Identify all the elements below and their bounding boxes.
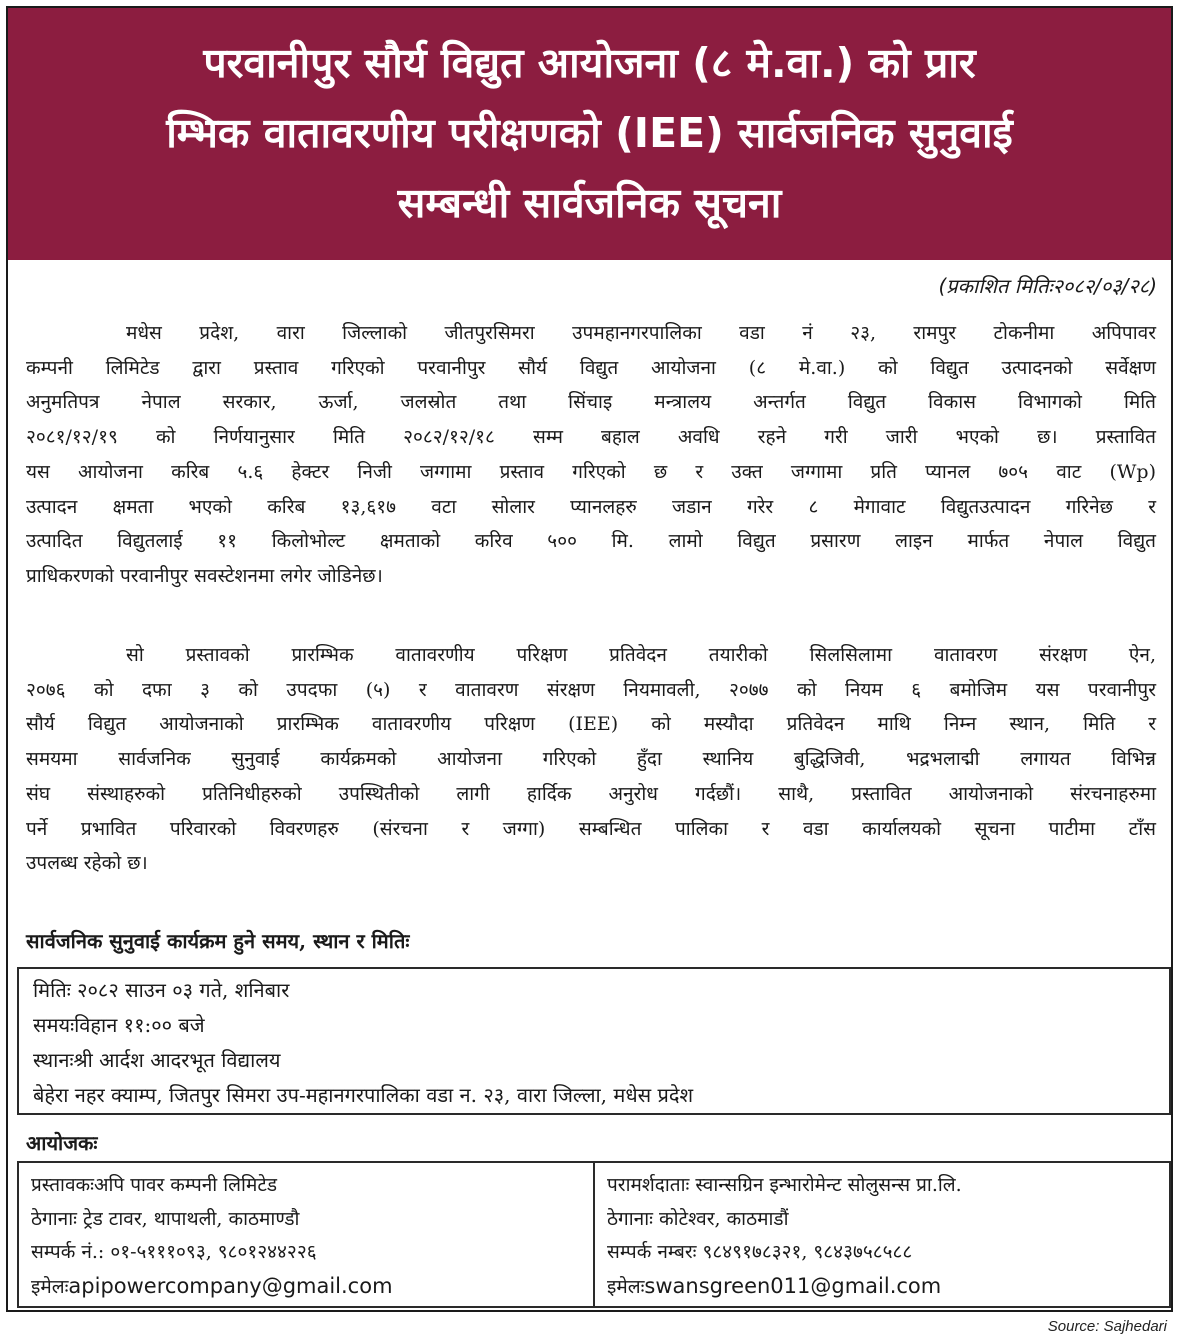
paragraph-1 [26, 316, 1156, 594]
proponent-contact: सम्पर्क नं.: ०१-५१११०९३, ९८०१२४४२२६ [31, 1241, 317, 1263]
title-line: सम्बन्धी सार्वजनिक सूचना [397, 179, 782, 227]
proponent-column [19, 1163, 595, 1306]
title-line: म्भिक वातावरणीय परीक्षणको (IEE) सार्वजनिक सुनुवाई [166, 109, 1013, 157]
text-line: संघ संस्थाहरुको प्रतिनिधीहरुको उपस्थितीको लागी हार्दिक अनुरोध गर्दछौं। साथै, प्रस्तावित आयोजनाको संरचनाहरुमा [26, 782, 1156, 805]
email-label: इमेलः [607, 1275, 645, 1298]
text-line: २०८१/१२/१९ को निर्णयानुसार मिति २०८२/१२/१८ सम्म बहाल अवधि रहने गरी जारी भएको छ। प्रस्तावित [26, 426, 1156, 449]
text-line: उपलब्ध रहेको छ। [26, 852, 148, 875]
text-line: सौर्य विद्युत आयोजनाको प्रारम्भिक वातावरणीय परिक्षण (IEE) को मस्यौदा प्रतिवेदन माथि निम्न स्थान, मिति र [26, 713, 1156, 736]
proponent-email-row [31, 1270, 581, 1305]
proponent-name: प्रस्तावकःअपि पावर कम्पनी लिमिटेड [31, 1174, 278, 1196]
event-time: समयःविहान ११:०० बजे [33, 1013, 205, 1037]
consultant-name: परामर्शदाताः स्वान्सग्रिन इन्भारोमेन्ट सोलुसन्स प्रा.लि. [607, 1174, 962, 1196]
published-date: (प्रकाशित मितिः२०८२/०३/२८) [938, 274, 1157, 298]
notice [6, 6, 1173, 1312]
title-banner [8, 8, 1171, 260]
text-line: मधेस प्रदेश, वारा जिल्लाको जीतपुरसिमरा उपमहानगरपालिका वडा नं २३, रामपुर टोकनीमा अपिपावर [126, 322, 1156, 344]
consultant-email: swansgreen011@gmail.com [644, 1273, 942, 1298]
text-line: २०७६ को दफा ३ को उपदफा (५) र वातावरण संरक्षण नियमावली, २०७७ को नियम ६ बमोजिम यस परवानीपुर [26, 678, 1156, 701]
text-line: समयमा सार्वजनिक सुनुवाई कार्यक्रमको आयोजना गरिएको हुँदा स्थानिय बुद्धिजिवी, भद्रभलाद्मी लगायत विभिन्न [26, 748, 1156, 771]
event-address: बेहेरा नहर क्याम्प, जितपुर सिमरा उप-महानगरपालिका वडा न. २३, वारा जिल्ला, मधेस प्रदेश [33, 1083, 694, 1107]
email-label: इमेलः [31, 1275, 69, 1298]
consultant-email-row [607, 1270, 1157, 1305]
event-venue: स्थानःश्री आर्दश आदरभूत विद्यालय [33, 1048, 281, 1072]
paragraph-2 [26, 638, 1156, 881]
consultant-column [595, 1163, 1169, 1306]
text-line: अनुमतिपत्र नेपाल सरकार, ऊर्जा, जलस्रोत तथा सिंचाइ मन्त्रालय अन्तर्गत विद्युत विकास विभागको मिति [26, 391, 1156, 414]
text-line: उत्पादन क्षमता भएको करिब १३,६१७ वटा सोलार प्यानलहरु जडान गरेर ८ मेगावाट विद्युतउत्पादन गरिनेछ र [26, 495, 1156, 518]
proponent-email: apipowercompany@gmail.com [68, 1273, 393, 1298]
consultant-address: ठेगानाः कोटेश्वर, काठमाडौं [607, 1207, 789, 1230]
text-line: प्राधिकरणको परवानीपुर सवस्टेशनमा लगेर जोडिनेछ। [26, 564, 383, 587]
consultant-contact: सम्पर्क नम्बरः ९८४९१७८३२१, ९८४३७५८५८८ [607, 1241, 913, 1263]
event-details-box [17, 967, 1171, 1115]
text-line: कम्पनी लिमिटेड द्वारा प्रस्ताव गरिएको परवानीपुर सौर्य विद्युत आयोजना (८ मे.वा.) को विद्युत उत्पादनको सर्वेक्षण [26, 356, 1156, 379]
title-line: परवानीपुर सौर्य विद्युत आयोजना (८ मे.वा.) को प्रार [203, 39, 976, 87]
organizers-box [17, 1161, 1171, 1308]
organizer-label: आयोजकः [26, 1131, 98, 1155]
source-credit: Source: Sajhedari [1047, 1318, 1167, 1335]
event-date: मितिः २०८२ साउन ०३ गते, शनिबार [33, 978, 290, 1002]
text-line: सो प्रस्तावको प्रारम्भिक वातावरणीय परिक्षण प्रतिवेदन तयारीको सिलसिलामा वातावरण संरक्षण ऐन, [126, 644, 1156, 666]
text-line: उत्पादित विद्युतलाई ११ किलोभोल्ट क्षमताको करिव ५०० मि. लामो विद्युत प्रसारण लाइन मार्फत नेपाल विद्युत [26, 530, 1156, 553]
text-line: यस आयोजना करिब ५.६ हेक्टर निजी जग्गामा प्रस्ताव गरिएको छ र उक्त जग्गामा प्रति प्यानल ७०५ वाट (Wp) [26, 460, 1156, 483]
proponent-address: ठेगानाः ट्रेड टावर, थापाथली, काठमाण्डौ [31, 1207, 300, 1230]
event-heading: सार्वजनिक सुनुवाई कार्यक्रम हुने समय, स्थान र मितिः [26, 929, 410, 953]
text-line: पर्ने प्रभावित परिवारको विवरणहरु (संरचना र जग्गा) सम्बन्धित पालिका र वडा कार्यालयको सूचना पाटीमा टाँस [26, 817, 1156, 840]
